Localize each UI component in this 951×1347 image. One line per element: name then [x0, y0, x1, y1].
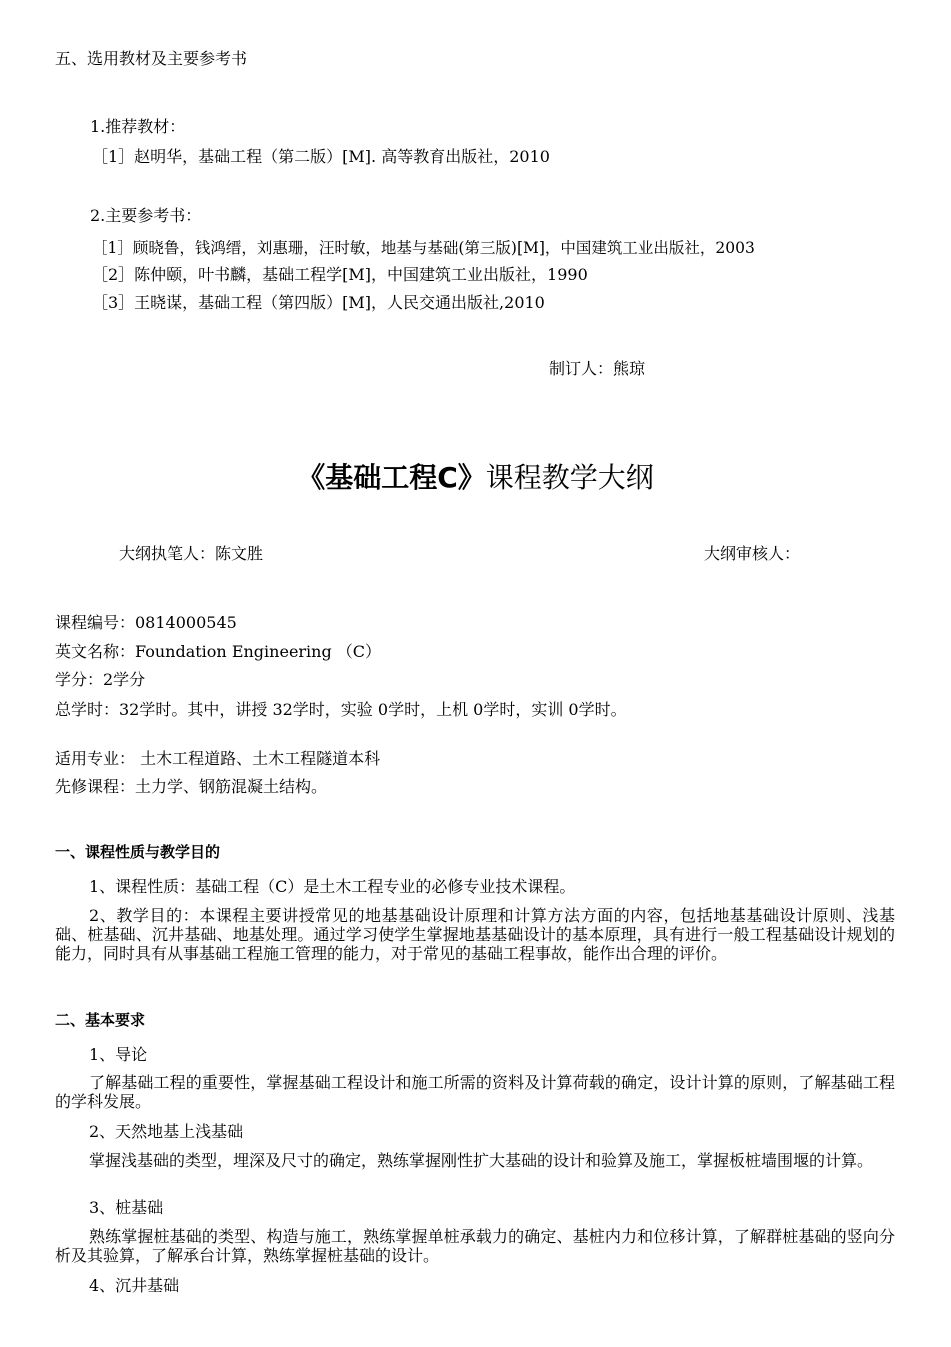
course-nature: 1、课程性质：基础工程（C）是土木工程专业的必修专业技术课程。	[89, 877, 576, 896]
syllabus-title	[0, 458, 951, 498]
syllabus-title-rest: 课程教学大纲	[485, 461, 654, 494]
requirement-title: 2、天然地基上浅基础	[89, 1122, 244, 1141]
course-code: 课程编号：0814000545	[55, 613, 237, 632]
requirement-title: 3、桩基础	[89, 1198, 164, 1217]
requirement-title: 1、导论	[89, 1045, 148, 1064]
prerequisites: 先修课程：土力学、钢筋混凝土结构。	[55, 777, 328, 796]
syllabus-author: 大纲执笔人：陈文胜	[119, 544, 264, 563]
applicable-major: 适用专业： 土木工程道路、土木工程隧道本科	[55, 749, 381, 768]
part1-heading: 一、课程性质与教学目的	[55, 843, 221, 861]
reference-item: ［3］王晓谋，基础工程（第四版）[M]，人民交通出版社,2010	[92, 293, 545, 312]
reference-item: ［2］陈仲颐，叶书麟，基础工程学[M]，中国建筑工业出版社，1990	[92, 265, 588, 284]
total-hours: 总学时：32学时。其中，讲授 32学时，实验 0学时，上机 0学时，实训 0学时。	[55, 700, 627, 719]
reference-item: ［1］顾晓鲁，钱鸿缙，刘惠珊，汪时敏，地基与基础(第三版)[M]，中国建筑工业出版社，2003	[92, 239, 755, 257]
syllabus-title-bold: 《基础工程C》	[297, 461, 486, 494]
requirement-body: 熟练掌握桩基础的类型、构造与施工，熟练掌握单桩承载力的确定、基桩内力和位移计算，了解群桩基础的竖向分析及其验算，了解承台计算，熟练掌握桩基础的设计。	[55, 1227, 895, 1265]
references-label: 2.主要参考书：	[90, 206, 202, 225]
syllabus-reviewer: 大纲审核人：	[704, 544, 801, 563]
credits: 学分：2学分	[55, 670, 146, 689]
maker: 制订人：熊琼	[549, 359, 646, 378]
requirement-body: 掌握浅基础的类型，埋深及尺寸的确定，熟练掌握刚性扩大基础的设计和验算及施工，掌握板桩墙围堰的计算。	[89, 1151, 874, 1170]
requirement-title: 4、沉井基础	[89, 1276, 180, 1295]
course-purpose: 2、教学目的：本课程主要讲授常见的地基基础设计原理和计算方法方面的内容，包括地基基础设计原则、浅基础、桩基础、沉井基础、地基处理。通过学习使学生掌握地基基础设计的基本原理，具有进行一般工程基础设计规划的能力，同时具有从事基础工程施工管理的能力，对于常见的基础工程事故，能作出合理的评价。	[55, 906, 895, 963]
english-name: 英文名称：Foundation Engineering （C）	[55, 642, 382, 661]
textbook-label: 1.推荐教材：	[90, 117, 186, 136]
textbook-item: ［1］赵明华，基础工程（第二版）[M]. 高等教育出版社，2010	[92, 147, 550, 166]
section5-heading: 五、选用教材及主要参考书	[55, 49, 248, 68]
requirement-body: 了解基础工程的重要性，掌握基础工程设计和施工所需的资料及计算荷载的确定，设计计算的原则，了解基础工程的学科发展。	[55, 1073, 895, 1111]
part2-heading: 二、基本要求	[55, 1011, 146, 1029]
